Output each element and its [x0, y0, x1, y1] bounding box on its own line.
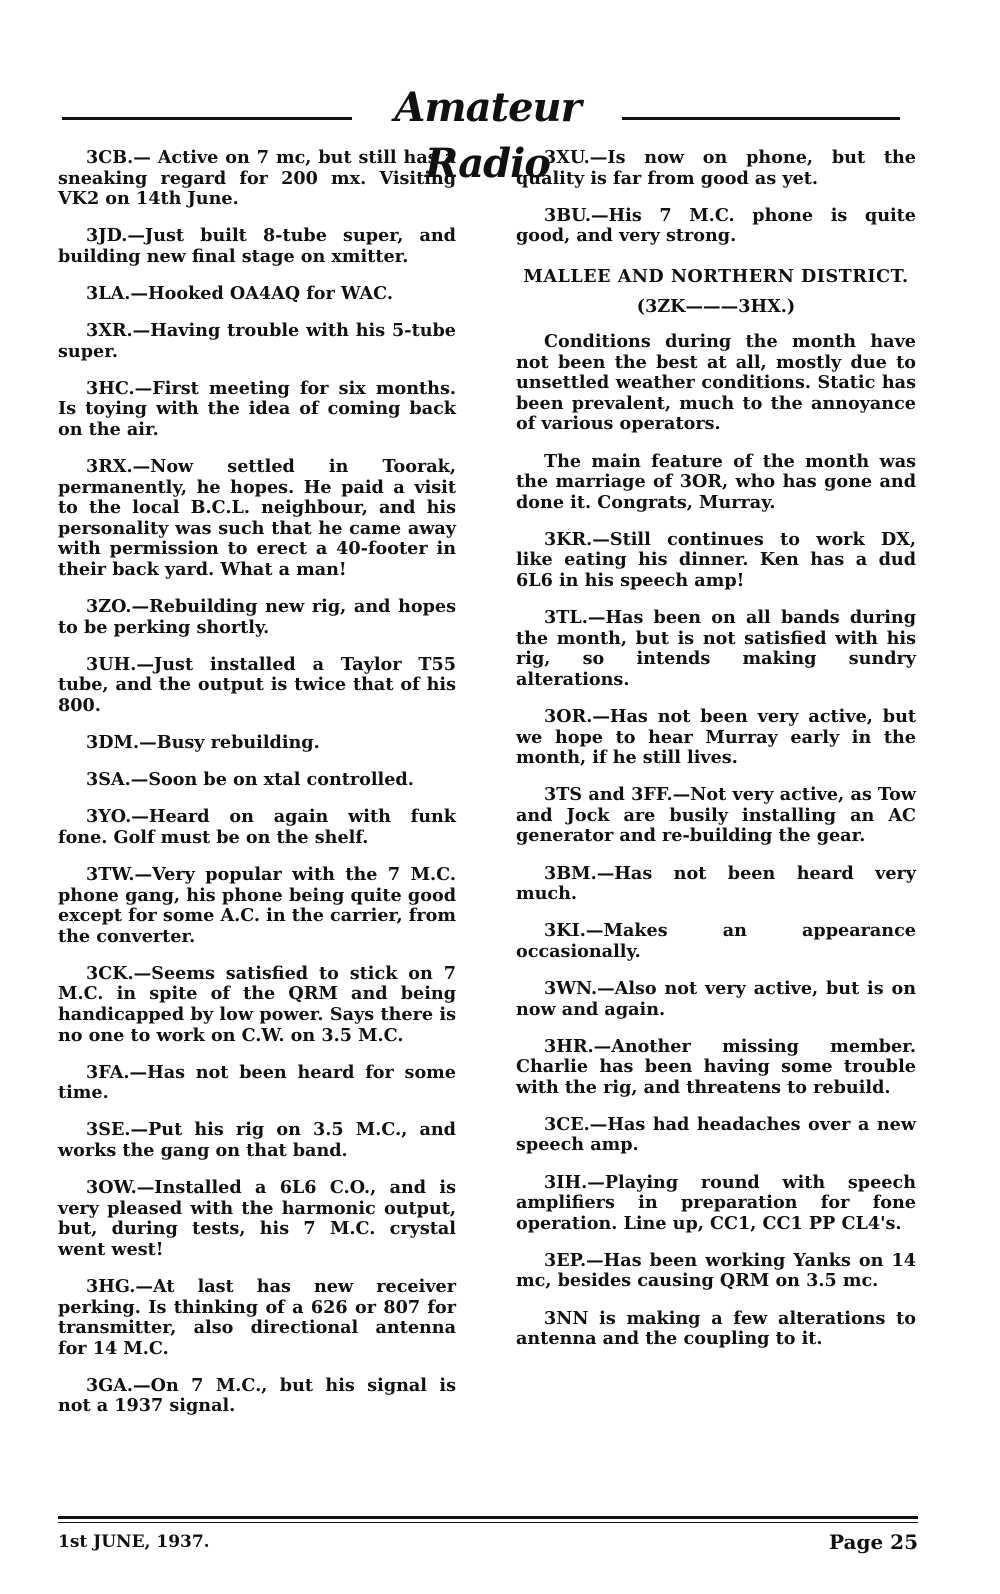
masthead-rule-left [62, 117, 352, 120]
paragraph: 3OR.—Has not been very active, but we hope to hear Murray early in the month, if he still lives. [516, 705, 916, 769]
section-heading: MALLEE AND NORTHERN DISTRICT. [523, 265, 909, 287]
paragraph: 3IH.—Playing round with speech amplifiers in preparation for fone operation. Line up, CC1, CC1 PP CL4's. [516, 1171, 916, 1234]
paragraph: 3HR.—Another missing member. Charlie has been having some trouble with the rig, and threatens to rebuild. [516, 1035, 916, 1098]
paragraph: 3GA.—On 7 M.C., but his signal is not a 1937 signal. [58, 1374, 456, 1417]
paragraph: 3XR.—Having trouble with his 5-tube super. [58, 320, 456, 362]
masthead-rule-right [622, 117, 900, 120]
paragraph: 3ZO.—Rebuilding new rig, and hopes to be perking shortly. [58, 596, 456, 638]
paragraph: 3EP.—Has been working Yanks on 14 mc, besides causing QRM on 3.5 mc. [516, 1249, 916, 1292]
paragraph: 3CK.—Seems satisfied to stick on 7 M.C. in spite of the QRM and being handicapped by low power. Says there is no one to work on C.W. on 3.5 M.C. [58, 962, 456, 1046]
footer-date: 1st JUNE, 1937. [58, 1532, 210, 1552]
section-subheading: (3ZK———3HX.) [636, 296, 796, 318]
paragraph: 3NN is making a few alterations to antenna and the coupling to it. [516, 1307, 916, 1350]
paragraph: 3KR.—Still continues to work DX, like eating his dinner. Ken has a dud 6L6 in his speech amp! [516, 528, 916, 591]
paragraph: 3TW.—Very popular with the 7 M.C. phone gang, his phone being quite good except for some A.C. in the carrier, from the converter. [58, 863, 456, 947]
paragraph: 3UH.—Just installed a Taylor T55 tube, and the output is twice that of his 800. [58, 653, 456, 716]
paragraph: 3SE.—Put his rig on 3.5 M.C., and works the gang on that band. [58, 1119, 456, 1161]
paragraph: 3HG.—At last has new receiver perking. Is thinking of a 626 or 807 for transmitter, also directional antenna for 14 M.C. [58, 1275, 456, 1359]
paragraph: The main feature of the month was the marriage of 3OR, who has gone and done it. Congrats, Murray. [516, 450, 916, 513]
paragraph: 3YO.—Heard on again with funk fone. Golf must be on the shelf. [58, 806, 456, 848]
footer-rule [58, 1516, 918, 1519]
paragraph: 3SA.—Soon be on xtal controlled. [86, 769, 414, 791]
paragraph: 3OW.—Installed a 6L6 C.O., and is very pleased with the harmonic output, but, during tests, his 7 M.C. crystal went west! [58, 1177, 456, 1260]
paragraph: 3HC.—First meeting for six months. Is toying with the idea of coming back on the air. [58, 377, 456, 440]
paragraph: Conditions during the month have not been the best at all, mostly due to unsettled weather conditions. Static has been prevalent, much to the annoyance of various operators. [516, 331, 916, 435]
footer-page-number: Page 25 [829, 1530, 918, 1554]
paragraph: 3DM.—Busy rebuilding. [86, 732, 320, 754]
paragraph: 3LA.—Hooked OA4AQ for WAC. [86, 282, 394, 304]
masthead-title: Amateur Radio [394, 84, 581, 187]
paragraph: 3BM.—Has not been heard very much. [516, 862, 916, 905]
paragraph: 3CB.— Active on 7 mc, but still has a sneaking regard for 200 mx. Visiting VK2 on 14th June. [58, 147, 456, 210]
left-column [58, 148, 456, 1434]
paragraph: 3TL.—Has been on all bands during the month, but is not satisfied with his rig, so intends making sundry alterations. [516, 607, 916, 690]
paragraph: 3WN.—Also not very active, but is on now and again. [516, 977, 916, 1020]
paragraph: 3BU.—His 7 M.C. phone is quite good, and very strong. [516, 204, 916, 247]
paragraph: 3CE.—Has had headaches over a new speech amp. [516, 1113, 916, 1156]
right-column [516, 148, 916, 1366]
paragraph: 3TS and 3FF.—Not very active, as Tow and Jock are busily installing an AC generator and re-building the gear. [516, 784, 916, 847]
paragraph: 3XU.—Is now on phone, but the quality is far from good as yet. [516, 147, 916, 189]
paragraph: 3KI.—Makes an appearance occasionally. [516, 920, 916, 962]
paragraph: 3JD.—Just built 8-tube super, and building new final stage on xmitter. [58, 225, 456, 267]
footer-rule-thin [58, 1522, 918, 1523]
paragraph: 3RX.—Now settled in Toorak, permanently, he hopes. He paid a visit to the local B.C.L. neighbour, and his personality was such that he came away with permission to erect a 40-footer in their back yard. What a man! [58, 456, 456, 580]
paragraph: 3FA.—Has not been heard for some time. [58, 1061, 456, 1104]
